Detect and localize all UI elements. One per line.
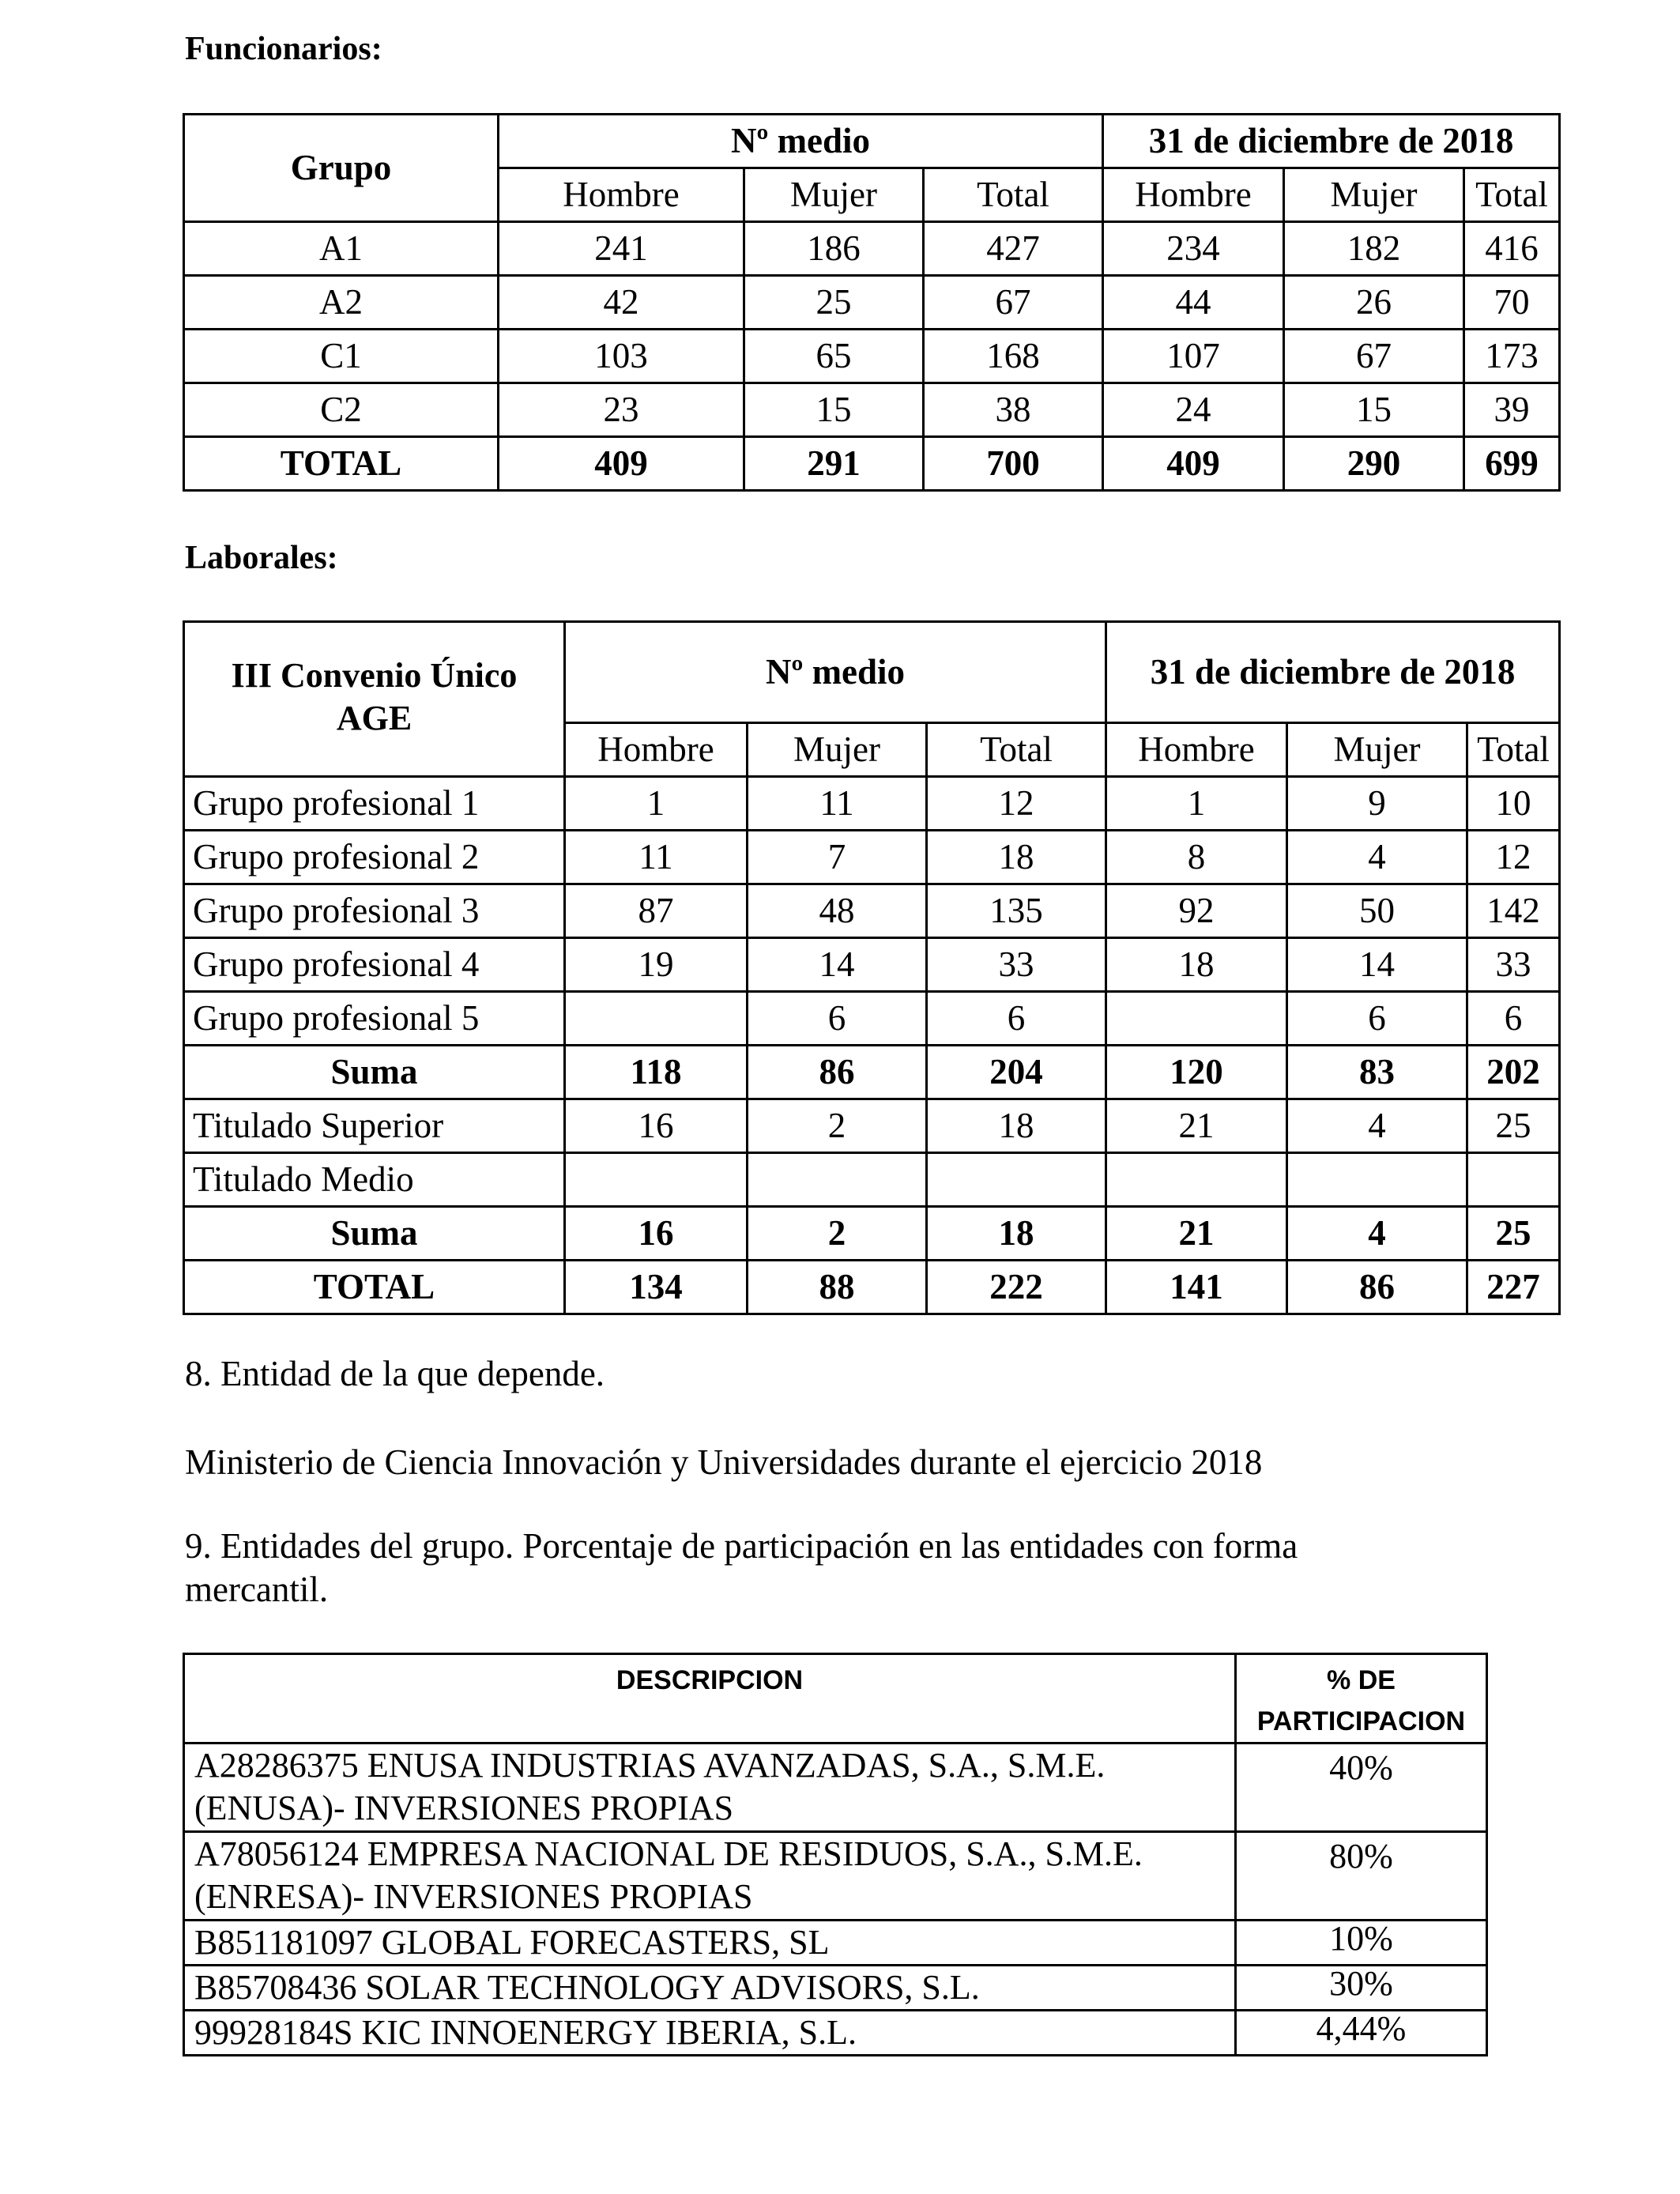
cell: 25 [1467, 1207, 1560, 1261]
table-row [184, 938, 1560, 992]
cell: 182 [1284, 222, 1464, 276]
cell: 65 [744, 330, 924, 383]
cell: 103 [499, 330, 744, 383]
cell: 83 [1287, 1046, 1467, 1099]
cell: 700 [924, 437, 1103, 491]
cell: 10 [1467, 777, 1560, 831]
cell: 6 [1287, 992, 1467, 1046]
cell: 88 [748, 1261, 927, 1314]
entidades-table [183, 1653, 1488, 2056]
funcionarios-title: Funcionarios: [185, 31, 382, 67]
cell [748, 1153, 927, 1207]
cell [1287, 1153, 1467, 1207]
entity-percentage: 80% [1236, 1832, 1487, 1921]
entity-line1: A78056124 EMPRESA NACIONAL DE RESIDUOS, S.A., S.M.E. [194, 1834, 1143, 1873]
entity-line2: (ENRESA)- INVERSIONES PROPIAS [194, 1877, 753, 1916]
cell: 4 [1287, 1099, 1467, 1153]
cell: 7 [748, 831, 927, 884]
entity-description [184, 1832, 1236, 1921]
row-label: C2 [184, 383, 499, 437]
cell: 142 [1467, 884, 1560, 938]
total-row [184, 1261, 1560, 1314]
cell: 25 [1467, 1099, 1560, 1153]
cell: 241 [499, 222, 744, 276]
cell: 134 [565, 1261, 748, 1314]
cell [1467, 1153, 1560, 1207]
cell: 14 [748, 938, 927, 992]
cell: 21 [1106, 1099, 1287, 1153]
cell: 2 [748, 1099, 927, 1153]
table-row [184, 1099, 1560, 1153]
cell: 18 [1106, 938, 1287, 992]
cell: 50 [1287, 884, 1467, 938]
entity-line2: (ENUSA)- INVERSIONES PROPIAS [194, 1789, 734, 1827]
convenio-header-line2: AGE [336, 699, 412, 737]
fecha-header: 31 de diciembre de 2018 [1106, 622, 1560, 723]
cell: 4 [1287, 1207, 1467, 1261]
total-row [184, 437, 1560, 491]
entity-percentage: 10% [1236, 1921, 1487, 1966]
cell: 291 [744, 437, 924, 491]
cell: 6 [748, 992, 927, 1046]
cell: 290 [1284, 437, 1464, 491]
table-row [184, 1921, 1487, 1966]
convenio-header-line1: III Convenio Único [231, 656, 518, 695]
suma-row [184, 1207, 1560, 1261]
laborales-table [183, 620, 1561, 1315]
cell [1106, 992, 1287, 1046]
cell: 38 [924, 383, 1103, 437]
cell: 14 [1287, 938, 1467, 992]
cell: 16 [565, 1207, 748, 1261]
cell: 19 [565, 938, 748, 992]
entity-line1: A28286375 ENUSA INDUSTRIAS AVANZADAS, S.A., S.M.E. [194, 1746, 1106, 1785]
cell: 6 [1467, 992, 1560, 1046]
row-label: Suma [184, 1207, 565, 1261]
participacion-header-line2: PARTICIPACION [1256, 1706, 1466, 1736]
cell: 11 [748, 777, 927, 831]
cell: 16 [565, 1099, 748, 1153]
table-row [184, 1153, 1560, 1207]
cell [1106, 1153, 1287, 1207]
cell: 21 [1106, 1207, 1287, 1261]
cell: 4 [1287, 831, 1467, 884]
cell: 70 [1464, 276, 1560, 330]
entity-description: 99928184S KIC INNOENERGY IBERIA, S.L. [184, 2011, 1236, 2056]
laborales-title: Laborales: [185, 540, 338, 576]
cell: 107 [1103, 330, 1284, 383]
table-row [184, 831, 1560, 884]
row-label: TOTAL [184, 1261, 565, 1314]
mujer-header: Mujer [1284, 168, 1464, 222]
participacion-header-line1: % DE [1327, 1665, 1396, 1695]
cell: 227 [1467, 1261, 1560, 1314]
cell: 222 [927, 1261, 1106, 1314]
row-label: Titulado Medio [184, 1153, 565, 1207]
cell: 18 [927, 1207, 1106, 1261]
cell: 12 [1467, 831, 1560, 884]
cell: 427 [924, 222, 1103, 276]
row-label: A1 [184, 222, 499, 276]
table-row [184, 330, 1560, 383]
hombre-header: Hombre [1103, 168, 1284, 222]
cell: 416 [1464, 222, 1560, 276]
cell [565, 1153, 748, 1207]
entity-percentage: 4,44% [1236, 2011, 1487, 2056]
section-8-text: Ministerio de Ciencia Innovación y Universidades durante el ejercicio 2018 [185, 1442, 1263, 1482]
entity-percentage: 40% [1236, 1744, 1487, 1832]
cell [565, 992, 748, 1046]
cell: 12 [927, 777, 1106, 831]
cell: 202 [1467, 1046, 1560, 1099]
table-row [184, 222, 1560, 276]
hombre-header: Hombre [565, 723, 748, 777]
cell: 120 [1106, 1046, 1287, 1099]
row-label: Grupo profesional 4 [184, 938, 565, 992]
grupo-header: Grupo [184, 115, 499, 222]
cell: 92 [1106, 884, 1287, 938]
cell: 11 [565, 831, 748, 884]
cell: 135 [927, 884, 1106, 938]
cell: 44 [1103, 276, 1284, 330]
table-row [184, 884, 1560, 938]
cell: 1 [565, 777, 748, 831]
medio-header: Nº medio [565, 622, 1106, 723]
cell: 168 [924, 330, 1103, 383]
cell: 15 [744, 383, 924, 437]
funcionarios-table [183, 113, 1561, 492]
cell: 409 [1103, 437, 1284, 491]
cell: 15 [1284, 383, 1464, 437]
row-label: Grupo profesional 1 [184, 777, 565, 831]
table-row [184, 2011, 1487, 2056]
table-row [184, 1744, 1487, 1832]
cell: 24 [1103, 383, 1284, 437]
cell: 2 [748, 1207, 927, 1261]
cell: 204 [927, 1046, 1106, 1099]
cell: 23 [499, 383, 744, 437]
section-9-heading-line2: mercantil. [185, 1570, 329, 1609]
cell: 42 [499, 276, 744, 330]
cell: 9 [1287, 777, 1467, 831]
cell: 33 [927, 938, 1106, 992]
hombre-header: Hombre [499, 168, 744, 222]
cell: 18 [927, 1099, 1106, 1153]
total-header: Total [1464, 168, 1560, 222]
cell: 141 [1106, 1261, 1287, 1314]
hombre-header: Hombre [1106, 723, 1287, 777]
table-row [184, 1832, 1487, 1921]
convenio-header [184, 622, 565, 777]
cell: 118 [565, 1046, 748, 1099]
suma-row [184, 1046, 1560, 1099]
entity-description [184, 1744, 1236, 1832]
section-9-heading-line1: 9. Entidades del grupo. Porcentaje de participación en las entidades con forma [185, 1526, 1298, 1566]
row-label: Titulado Superior [184, 1099, 565, 1153]
mujer-header: Mujer [744, 168, 924, 222]
cell: 86 [748, 1046, 927, 1099]
cell: 48 [748, 884, 927, 938]
participacion-header [1236, 1654, 1487, 1744]
table-row [184, 1966, 1487, 2011]
cell: 87 [565, 884, 748, 938]
row-label: Grupo profesional 5 [184, 992, 565, 1046]
table-row [184, 276, 1560, 330]
cell [927, 1153, 1106, 1207]
medio-header: Nº medio [499, 115, 1103, 168]
cell: 234 [1103, 222, 1284, 276]
descripcion-header: DESCRIPCION [184, 1654, 1236, 1744]
mujer-header: Mujer [1287, 723, 1467, 777]
cell: 25 [744, 276, 924, 330]
section-9-heading [185, 1525, 1607, 1612]
cell: 186 [744, 222, 924, 276]
cell: 8 [1106, 831, 1287, 884]
fecha-header: 31 de diciembre de 2018 [1103, 115, 1560, 168]
table-row [184, 383, 1560, 437]
row-label: A2 [184, 276, 499, 330]
cell: 67 [1284, 330, 1464, 383]
cell: 33 [1467, 938, 1560, 992]
cell: 699 [1464, 437, 1560, 491]
row-label: TOTAL [184, 437, 499, 491]
row-label: Suma [184, 1046, 565, 1099]
cell: 173 [1464, 330, 1560, 383]
table-row [184, 777, 1560, 831]
cell: 26 [1284, 276, 1464, 330]
cell: 39 [1464, 383, 1560, 437]
total-header: Total [927, 723, 1106, 777]
cell: 86 [1287, 1261, 1467, 1314]
table-row [184, 992, 1560, 1046]
entity-description: B85708436 SOLAR TECHNOLOGY ADVISORS, S.L. [184, 1966, 1236, 2011]
row-label: Grupo profesional 2 [184, 831, 565, 884]
cell: 1 [1106, 777, 1287, 831]
cell: 67 [924, 276, 1103, 330]
row-label: Grupo profesional 3 [184, 884, 565, 938]
mujer-header: Mujer [748, 723, 927, 777]
total-header: Total [1467, 723, 1560, 777]
total-header: Total [924, 168, 1103, 222]
row-label: C1 [184, 330, 499, 383]
cell: 6 [927, 992, 1106, 1046]
entity-description: B851181097 GLOBAL FORECASTERS, SL [184, 1921, 1236, 1966]
cell: 18 [927, 831, 1106, 884]
section-8-heading: 8. Entidad de la que depende. [185, 1354, 605, 1393]
cell: 409 [499, 437, 744, 491]
entity-percentage: 30% [1236, 1966, 1487, 2011]
